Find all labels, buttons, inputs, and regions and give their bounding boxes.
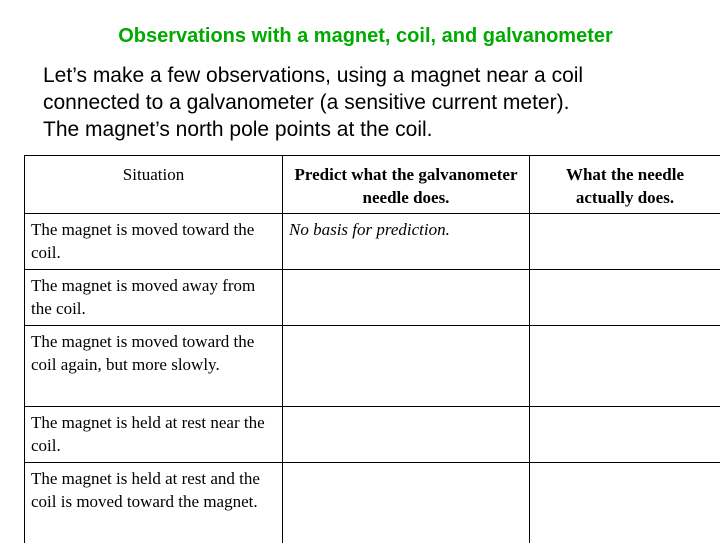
actual-cell[interactable] [530,270,720,326]
table-header-row [25,156,720,214]
prediction-cell[interactable] [283,270,530,326]
actual-cell[interactable] [530,463,720,543]
prediction-cell[interactable] [283,407,530,463]
intro-line: The magnet’s north pole points at the coil. [43,116,713,143]
actual-cell[interactable] [530,407,720,463]
situation-cell: The magnet is moved away from the coil. [25,270,283,326]
situation-cell: The magnet is held at rest near the coil. [25,407,283,463]
intro-line: Let’s make a few observations, using a magnet near a coil [43,62,713,89]
header-actual: What the needle actually does. [530,156,720,214]
page-title: Observations with a magnet, coil, and galvanometer [0,24,720,48]
table-row [25,326,720,407]
table-row [25,463,720,543]
observations-table [24,155,720,543]
intro-line: connected to a galvanometer (a sensitive current meter). [43,89,713,116]
header-prediction: Predict what the galvanometer needle does. [283,156,530,214]
intro-text [43,62,713,143]
table-row [25,270,720,326]
situation-cell: The magnet is held at rest and the coil is moved toward the magnet. [25,463,283,543]
prediction-cell[interactable]: No basis for prediction. [283,214,530,270]
situation-cell: The magnet is moved toward the coil again, but more slowly. [25,326,283,407]
prediction-cell[interactable] [283,326,530,407]
actual-cell[interactable] [530,214,720,270]
table-row [25,214,720,270]
actual-cell[interactable] [530,326,720,407]
situation-cell: The magnet is moved toward the coil. [25,214,283,270]
prediction-cell[interactable] [283,463,530,543]
table-row [25,407,720,463]
header-situation: Situation [25,156,283,214]
